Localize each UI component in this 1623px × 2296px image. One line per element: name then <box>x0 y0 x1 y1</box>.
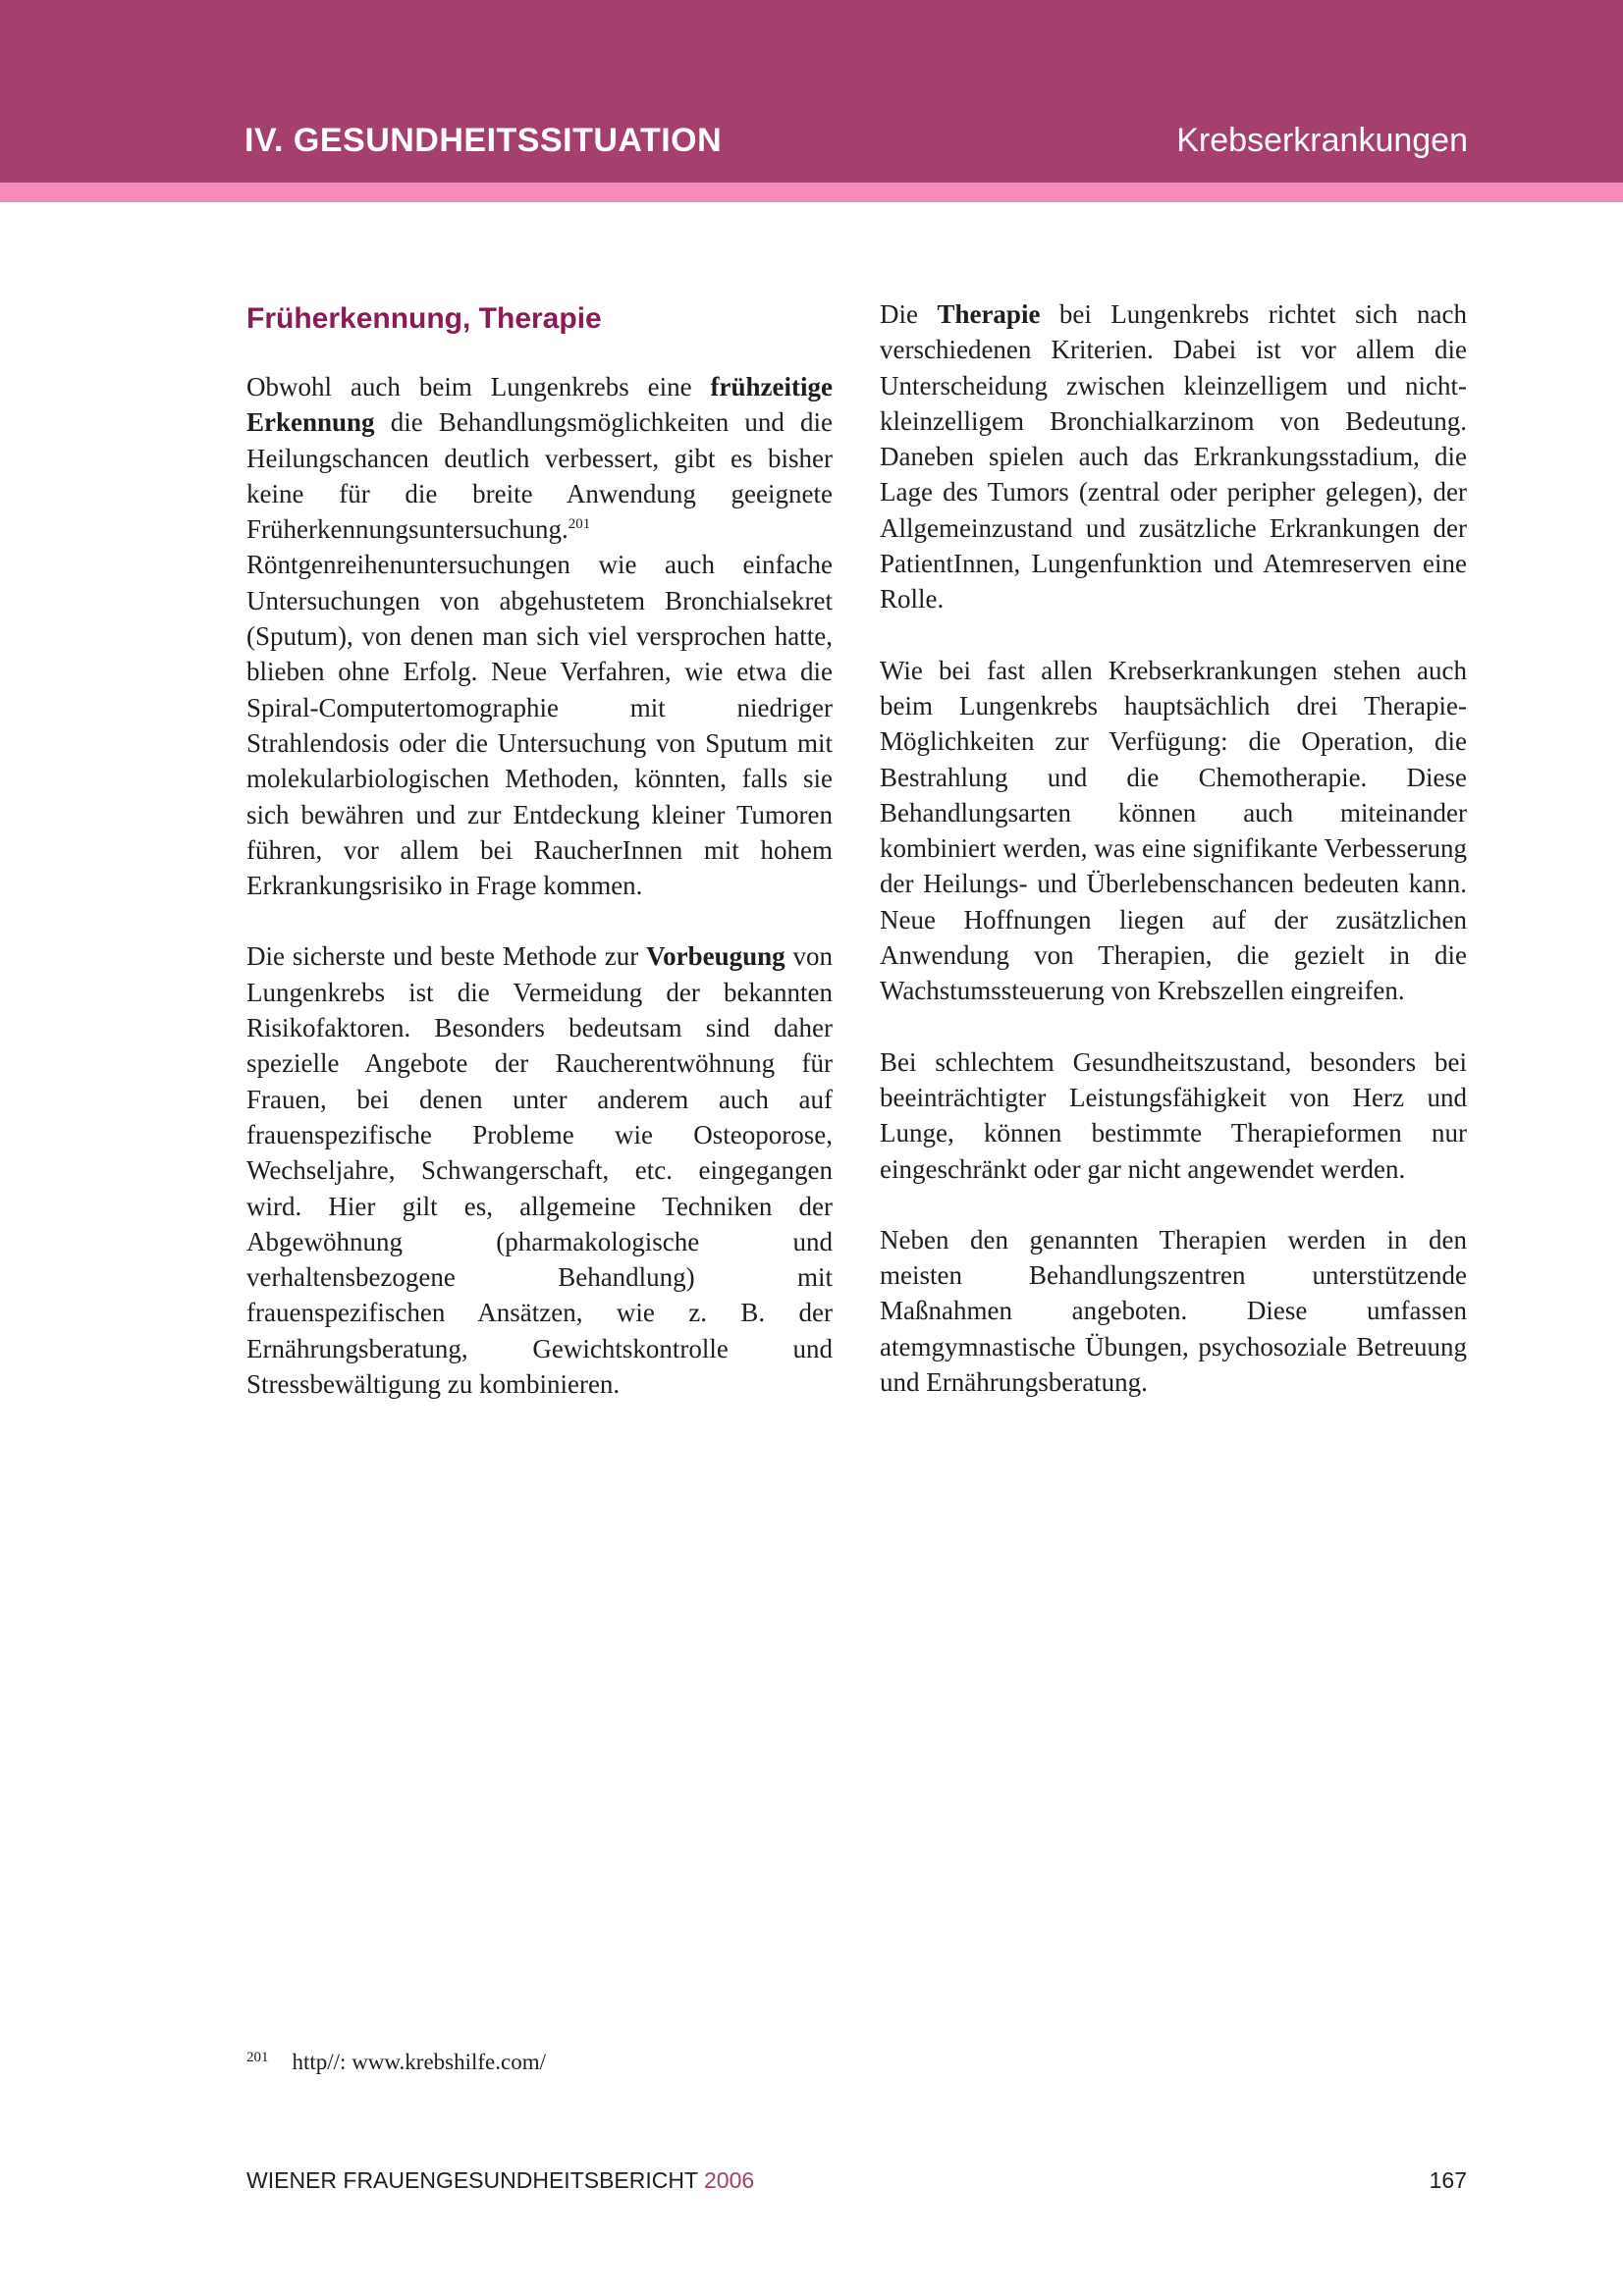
chapter-title: IV. GESUNDHEITSSITUATION <box>244 122 723 159</box>
paragraph-prevention: Die sicherste und beste Methode zur Vorbeugung von Lungenkrebs ist die Vermeidung der bekannten Risikofaktoren. Besonders bedeutsam sind daher spezielle Angebote der Raucherentwöhnung für Frauen, bei denen unter anderem auch auf frauenspezifische Probleme wie Osteoporose, Wechseljahre, Schwangerschaft, etc. eingegangen wird. Hier gilt es, allgemeine Techniken der Abgewöhnung (pharmakologische und verhaltensbezogene Behandlung) mit frauenspezifischen Ansätzen, wie z. B. der Ernährungsberatung, Gewichtskontrolle und Stressbewältigung zu kombinieren. <box>246 941 834 1400</box>
paragraph-health-condition: Bei schlechtem Gesundheitszustand, besonders bei beeinträchtigter Leistungsfähigkeit von Herz und Lunge, können bestimmte Therapieformen nur eingeschränkt oder gar nicht angewendet werden. <box>880 1046 1467 1184</box>
paragraph-supportive-measures: Neben den genannten Therapien werden in den meisten Behandlungszentren unterstützende Maßnahmen angeboten. Diese umfassen atemgymnastische Übungen, psychosoziale Betreuung und Ernährungsberatung. <box>880 1224 1467 1398</box>
left-column <box>246 296 833 1437</box>
section-heading: Früherkennung, Therapie <box>246 302 602 335</box>
header-stripe <box>0 183 1623 202</box>
term-therapy: Therapie <box>937 299 1041 329</box>
footnote-link[interactable]: http//: www.krebshilfe.com/ <box>292 2050 546 2074</box>
footnote-number: 201 <box>246 2050 269 2065</box>
topic-title: Krebserkrankungen <box>1176 122 1468 159</box>
paragraph-treatment-options: Wie bei fast allen Krebserkrankungen stehen auch beim Lungenkrebs hauptsächlich drei Therapie-Möglichkeiten zur Verfügung: die Operation, die Bestrahlung und die Chemotherapie. Diese Behandlungsarten können auch miteinander kombiniert werden, was eine signifikante Verbesserung der Heilungs- und Überlebenschancen bedeuten kann. Neue Hoffnungen liegen auf der zusätzlichen Anwendung von Therapien, die gezielt in die Wachstumssteuerung von Krebszellen eingreifen. <box>880 655 1467 1006</box>
footer-publication: WIENER FRAUENGESUNDHEITSBERICHT 2006 <box>246 2167 755 2193</box>
footnote <box>246 2050 546 2075</box>
term-prevention: Vorbeugung <box>646 941 785 972</box>
footnote-reference: 201 <box>568 516 591 533</box>
paragraph-early-detection: Obwohl auch beim Lungenkrebs eine frühzeitige Erkennung die Behandlungsmöglichkeiten und die Heilungschancen deutlich verbessert, gibt es bisher keine für die breite Anwendung geeignete Früherkennungsuntersuchung.$^{201}$ Röntgenreihenuntersuchungen wie auch einfache Untersuchungen von abgehustetem Bronchialsekret (Sputum), von denen man sich viel versprochen hatte, blieben ohne Erfolg. Neue Verfahren, wie etwa die Spiral-Computertomographie mit niedriger Strahlendosis oder die Untersuchung von Sputum mit molekularbiologischen Methoden, könnten, falls sie sich bewähren und zur Entdeckung kleiner Tumoren führen, vor allem bei RaucherInnen mit hohem Erkrankungsrisiko in Frage kommen. <box>246 372 833 901</box>
paragraph-therapy: Die Therapie bei Lungenkrebs richtet sich nach verschiedenen Kriterien. Dabei ist vor allem die Unterscheidung zwischen kleinzelligem und nicht-kleinzelligem Bronchialkarzinom von Bedeutung. Daneben spielen auch das Erkrankungsstadium, die Lage des Tumors (zentral oder peripher gelegen), der Allgemeinzustand und zusätzliche Erkrankungen der PatientInnen, Lungenfunktion und Atemreserven eine Rolle. <box>880 299 1468 614</box>
term-early-detection: frühzeitige Erkennung <box>246 372 833 438</box>
right-column <box>880 296 1467 1435</box>
page-number: 167 <box>1429 2167 1467 2193</box>
footer-year: 2006 <box>704 2167 755 2193</box>
